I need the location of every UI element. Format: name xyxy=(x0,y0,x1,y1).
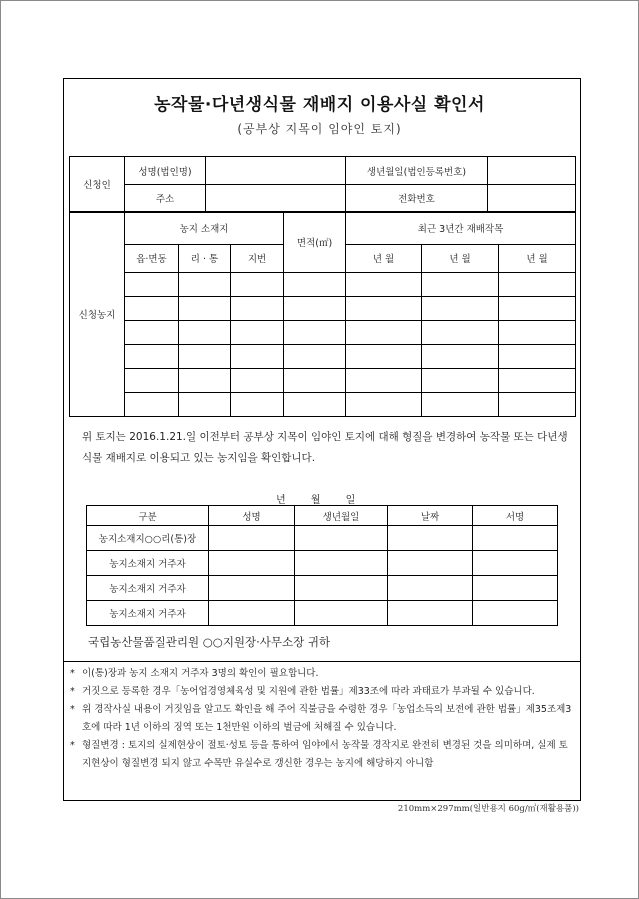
phone-field[interactable] xyxy=(488,185,576,212)
document-subtitle: (공부상 지목이 임야인 토지) xyxy=(237,122,402,136)
confirmer-role: 농지소재지○○리(통)장 xyxy=(87,526,209,551)
confirmer-cell[interactable] xyxy=(295,551,388,576)
farmland-cell[interactable] xyxy=(346,272,422,296)
col-year-month: 년 월 xyxy=(499,244,576,272)
applicant-table xyxy=(69,156,576,212)
farmland-cell[interactable] xyxy=(499,392,576,416)
farmland-cell[interactable] xyxy=(499,296,576,320)
document-title: 농작물·다년생식물 재배지 이용사실 확인서 xyxy=(154,95,485,115)
confirmer-cell[interactable] xyxy=(209,526,295,551)
confirmers-header: 생년월일 xyxy=(295,506,388,526)
applicant-section-label: 신청인 xyxy=(70,157,125,212)
farmland-cell[interactable] xyxy=(346,368,422,392)
col-year-month: 년 월 xyxy=(422,244,499,272)
farmland-cell[interactable] xyxy=(231,272,284,296)
confirmer-cell[interactable] xyxy=(209,601,295,626)
asterisk-icon: * xyxy=(70,740,75,751)
col-year-month: 년 월 xyxy=(346,244,422,272)
farmland-cell[interactable] xyxy=(422,344,499,368)
farmland-cell[interactable] xyxy=(284,344,346,368)
confirmer-cell[interactable] xyxy=(295,526,388,551)
farmland-cell[interactable] xyxy=(179,272,231,296)
note-item: * 이(통)장과 농지 소재지 거주자 3명의 확인이 필요합니다. xyxy=(70,665,575,683)
farmland-cell[interactable] xyxy=(284,368,346,392)
farmland-cell[interactable] xyxy=(499,320,576,344)
confirmer-cell[interactable] xyxy=(473,526,558,551)
farmland-cell[interactable] xyxy=(125,368,179,392)
paper-spec-footer: 210mm×297mm(일반용지 60g/㎡(재활용품)) xyxy=(397,804,579,814)
asterisk-icon: * xyxy=(70,668,75,679)
confirmer-role: 농지소재지 거주자 xyxy=(87,601,209,626)
confirmers-header: 날짜 xyxy=(388,506,473,526)
farmland-cell[interactable] xyxy=(231,344,284,368)
farmland-cell[interactable] xyxy=(346,344,422,368)
farmland-cell[interactable] xyxy=(179,392,231,416)
notes-section xyxy=(70,665,575,773)
farmland-cell[interactable] xyxy=(231,368,284,392)
farmland-cell[interactable] xyxy=(346,392,422,416)
asterisk-icon: * xyxy=(70,686,75,697)
farmland-cell[interactable] xyxy=(346,320,422,344)
farmland-section-label: 신청농지 xyxy=(70,212,125,416)
note-item: * 형질변경 : 토지의 실제현상이 절토·성토 등을 통하여 임야에서 농작물 경작지로 완전히 변경된 것을 의미하며, 실제 토지현상이 형질변경 되지 않고 수목만 유실수로 갱신한 경우는 농지에 해당하지 아니함 xyxy=(70,737,575,773)
farmland-cell[interactable] xyxy=(125,296,179,320)
confirmer-cell[interactable] xyxy=(473,576,558,601)
farmland-cell[interactable] xyxy=(179,368,231,392)
farmland-cell[interactable] xyxy=(125,392,179,416)
date-line: 년 월 일 xyxy=(276,495,356,506)
farmland-cell[interactable] xyxy=(422,272,499,296)
farmland-cell[interactable] xyxy=(422,368,499,392)
farmland-cell[interactable] xyxy=(125,344,179,368)
confirmer-cell[interactable] xyxy=(209,551,295,576)
farmland-cell[interactable] xyxy=(179,344,231,368)
confirmers-header: 서명 xyxy=(473,506,558,526)
confirmation-statement: 위 토지는 2016.1.21.일 이전부터 공부상 지목이 임야인 토지에 대해 형질을 변경하여 농작물 또는 다년생식물 재배지로 이용되고 있는 농지임을 확인합니다. xyxy=(82,431,568,464)
farmland-cell[interactable] xyxy=(231,320,284,344)
confirmer-cell[interactable] xyxy=(473,551,558,576)
confirmer-role: 농지소재지 거주자 xyxy=(87,551,209,576)
birth-field[interactable] xyxy=(488,157,576,185)
asterisk-icon: * xyxy=(70,704,75,715)
confirmer-cell[interactable] xyxy=(473,601,558,626)
farmland-cell[interactable] xyxy=(179,296,231,320)
note-item: * 거짓으로 등록한 경우「농어업경영체육성 및 지원에 관한 법률」제33조에 따라 과태료가 부과될 수 있습니다. xyxy=(70,683,575,701)
name-field[interactable] xyxy=(206,157,346,185)
farmland-cell[interactable] xyxy=(125,272,179,296)
farmland-cell[interactable] xyxy=(422,296,499,320)
farmland-cell[interactable] xyxy=(179,320,231,344)
phone-label: 전화번호 xyxy=(346,185,488,212)
confirmer-cell[interactable] xyxy=(295,576,388,601)
farmland-cell[interactable] xyxy=(346,296,422,320)
farmland-cell[interactable] xyxy=(284,296,346,320)
farmland-cell[interactable] xyxy=(422,320,499,344)
confirmers-header: 구분 xyxy=(87,506,209,526)
confirmers-table xyxy=(86,505,558,626)
area-header: 면적(㎡) xyxy=(284,212,346,272)
farmland-cell[interactable] xyxy=(125,320,179,344)
farmland-cell[interactable] xyxy=(284,272,346,296)
birth-label: 생년월일(법인등록번호) xyxy=(346,157,488,185)
location-header: 농지 소재지 xyxy=(125,212,284,244)
farmland-cell[interactable] xyxy=(422,392,499,416)
confirmer-cell[interactable] xyxy=(295,601,388,626)
crops-header: 최근 3년간 재배작목 xyxy=(346,212,576,244)
address-field[interactable] xyxy=(206,185,346,212)
confirmer-cell[interactable] xyxy=(388,551,473,576)
address-label: 주소 xyxy=(125,185,206,212)
farmland-cell[interactable] xyxy=(499,344,576,368)
farmland-cell[interactable] xyxy=(499,272,576,296)
note-item: * 위 경작사실 내용이 거짓임을 알고도 확인을 해 주어 직불금을 수령한 경우「농업소득의 보전에 관한 법률」제35조제3호에 따라 1년 이하의 징역 또는 1천만원 이하의 벌금에 처해질 수 있습니다. xyxy=(70,701,575,737)
farmland-cell[interactable] xyxy=(231,392,284,416)
farmland-table xyxy=(69,211,576,417)
farmland-cell[interactable] xyxy=(499,368,576,392)
farmland-cell[interactable] xyxy=(284,392,346,416)
confirmers-header: 성명 xyxy=(209,506,295,526)
confirmer-cell[interactable] xyxy=(388,601,473,626)
col-lot: 지번 xyxy=(231,244,284,272)
confirmer-cell[interactable] xyxy=(209,576,295,601)
addressee: 국립농산물품질관리원 ○○지원장·사무소장 귀하 xyxy=(88,635,331,649)
confirmer-role: 농지소재지 거주자 xyxy=(87,576,209,601)
farmland-cell[interactable] xyxy=(231,296,284,320)
farmland-cell[interactable] xyxy=(284,320,346,344)
confirmer-cell[interactable] xyxy=(388,576,473,601)
confirmer-cell[interactable] xyxy=(388,526,473,551)
col-village: 리 · 통 xyxy=(179,244,231,272)
name-label: 성명(법인명) xyxy=(125,157,206,185)
notes-divider xyxy=(63,661,581,662)
col-town: 읍·면동 xyxy=(125,244,179,272)
